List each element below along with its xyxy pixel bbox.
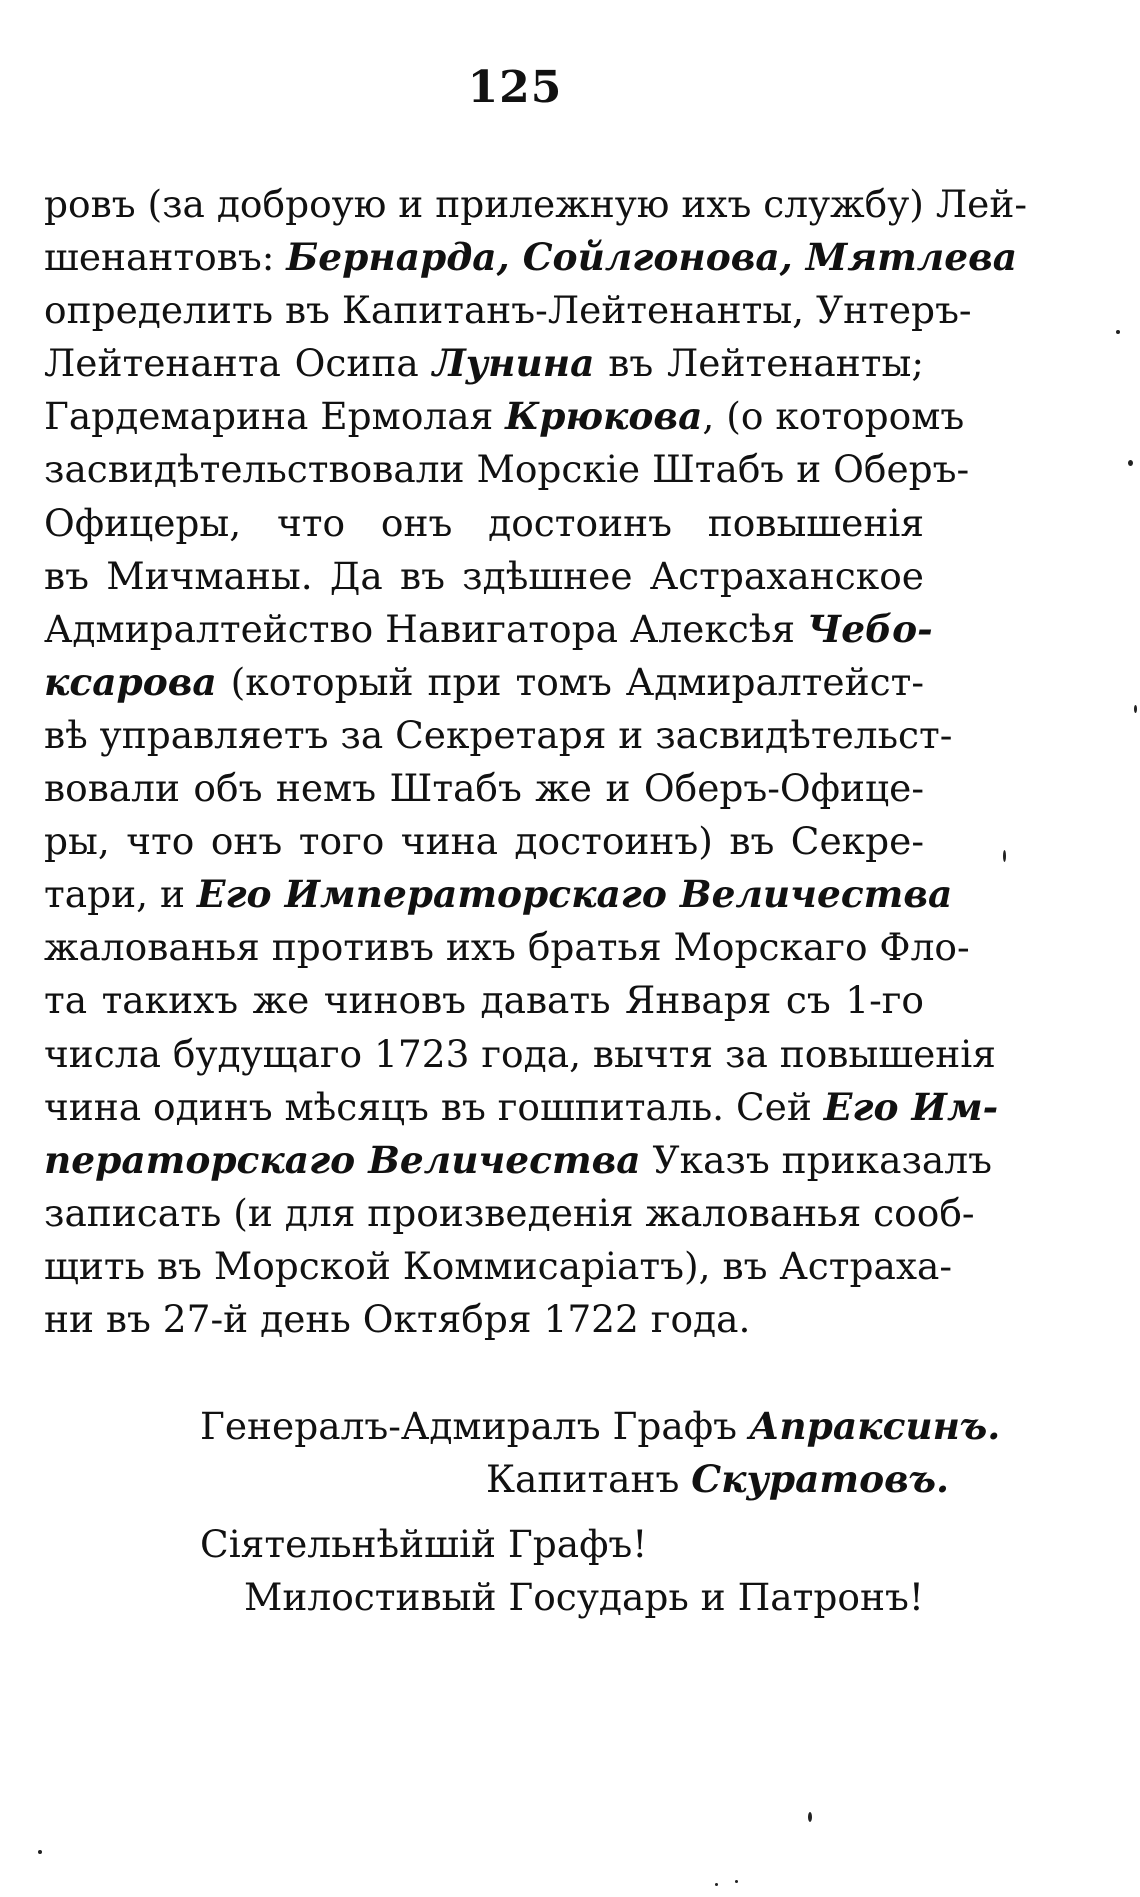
emphasized-name: Чебо- — [806, 606, 933, 651]
text-line — [44, 921, 970, 974]
text-segment: та такихъ же чиновъ давать Января съ 1-го — [44, 978, 924, 1023]
print-speck — [715, 1883, 718, 1886]
salutation-line-2: Милостивый Государь и Патронъ! — [244, 1575, 924, 1619]
signature-captain — [486, 1453, 949, 1506]
signature-admiral-name: Апраксинъ. — [748, 1404, 1001, 1448]
emphasized-name: ксарова — [44, 659, 217, 704]
print-speck — [1134, 705, 1137, 713]
signature-captain-title: Капитанъ — [486, 1457, 692, 1501]
text-segment: вовали объ немъ Штабъ же и Оберъ-Офице- — [44, 766, 924, 811]
text-segment: (который при томъ Адмиралтейст- — [216, 659, 924, 704]
text-line — [44, 1293, 924, 1346]
text-segment: , (о которомъ — [702, 394, 965, 439]
text-segment: Офицеры, что онъ достоинъ повышенія — [44, 500, 924, 545]
text-line — [44, 284, 972, 337]
text-segment: жалованья противъ ихъ братья Морскаго Фло- — [44, 925, 970, 970]
print-speck — [38, 1850, 42, 1854]
emphasized-name: Его Им- — [823, 1084, 999, 1129]
text-segment: въ Лейтенанты; — [594, 341, 924, 386]
text-segment: шенантовъ: — [44, 235, 287, 280]
print-speck — [1128, 460, 1133, 466]
text-segment: засвидѣтельствовали Морскіе Штабъ и Оберъ- — [44, 447, 970, 492]
text-segment: Адмиралтейство Навигатора Алексѣя — [44, 606, 807, 651]
text-line — [44, 550, 924, 603]
text-line — [44, 337, 924, 390]
emphasized-name: Его Императорскаго Величества — [196, 872, 953, 917]
print-speck — [735, 1880, 738, 1883]
print-speck — [808, 1812, 812, 1822]
emphasized-name: Бернарда, Сойлгонова, Мятлева — [286, 235, 1018, 280]
text-segment: въ Мичманы. Да въ здѣшнее Астраханское — [44, 553, 924, 598]
salutation-line-1: Сіятельнѣйшій Графъ! — [200, 1522, 648, 1566]
text-line — [44, 1134, 992, 1187]
text-line — [44, 231, 1018, 284]
text-line — [44, 815, 924, 868]
text-line — [44, 178, 1027, 231]
text-line — [44, 656, 924, 709]
text-line — [44, 974, 924, 1027]
emphasized-name: Лунина — [432, 341, 595, 386]
text-segment: записать (и для произведенія жалованья сооб- — [44, 1190, 975, 1235]
text-line — [44, 1028, 996, 1081]
text-segment: вѣ управляетъ за Секретаря и засвидѣтельст- — [44, 712, 953, 757]
text-segment: Гардемарина Ермолая — [44, 394, 506, 439]
print-speck — [1003, 850, 1006, 862]
signature-captain-name: Скуратовъ. — [691, 1457, 950, 1501]
page-number: 125 — [467, 62, 563, 113]
text-segment: Лейтенанта Осипа — [44, 341, 433, 386]
text-segment: ни въ 27-й день Октября 1722 года. — [44, 1296, 751, 1341]
print-speck — [1116, 330, 1120, 334]
text-line — [44, 868, 953, 921]
body-paragraph — [44, 178, 1027, 1346]
text-segment: щить въ Морской Коммисаріатъ), въ Астраха- — [44, 1243, 953, 1288]
text-line — [44, 762, 924, 815]
text-line — [44, 603, 933, 656]
text-segment: ровъ (за доброую и прилежную ихъ службу) Лей- — [44, 182, 1027, 226]
text-segment: определить въ Капитанъ-Лейтенанты, Унтеръ- — [44, 288, 972, 333]
text-line — [44, 1081, 999, 1134]
signature-admiral — [200, 1400, 1000, 1453]
text-segment: чина одинъ мѣсяцъ въ гошпиталь. Сей — [44, 1084, 824, 1129]
text-segment: числа будущаго 1723 года, вычтя за повышенія — [44, 1031, 996, 1076]
signature-admiral-title: Генералъ-Адмиралъ Графъ — [200, 1404, 749, 1448]
text-line — [44, 1240, 953, 1293]
text-line — [44, 1187, 975, 1240]
text-line — [44, 443, 970, 496]
text-segment: ры, что онъ того чина достоинъ) въ Секре- — [44, 819, 924, 864]
text-segment: тари, и — [44, 872, 197, 917]
emphasized-name: Крюкова — [505, 394, 703, 439]
text-line — [44, 709, 953, 762]
text-line — [44, 390, 965, 443]
text-segment: Указъ приказалъ — [640, 1137, 992, 1182]
emphasized-name: ператорскаго Величества — [44, 1137, 641, 1182]
text-line — [44, 497, 924, 550]
